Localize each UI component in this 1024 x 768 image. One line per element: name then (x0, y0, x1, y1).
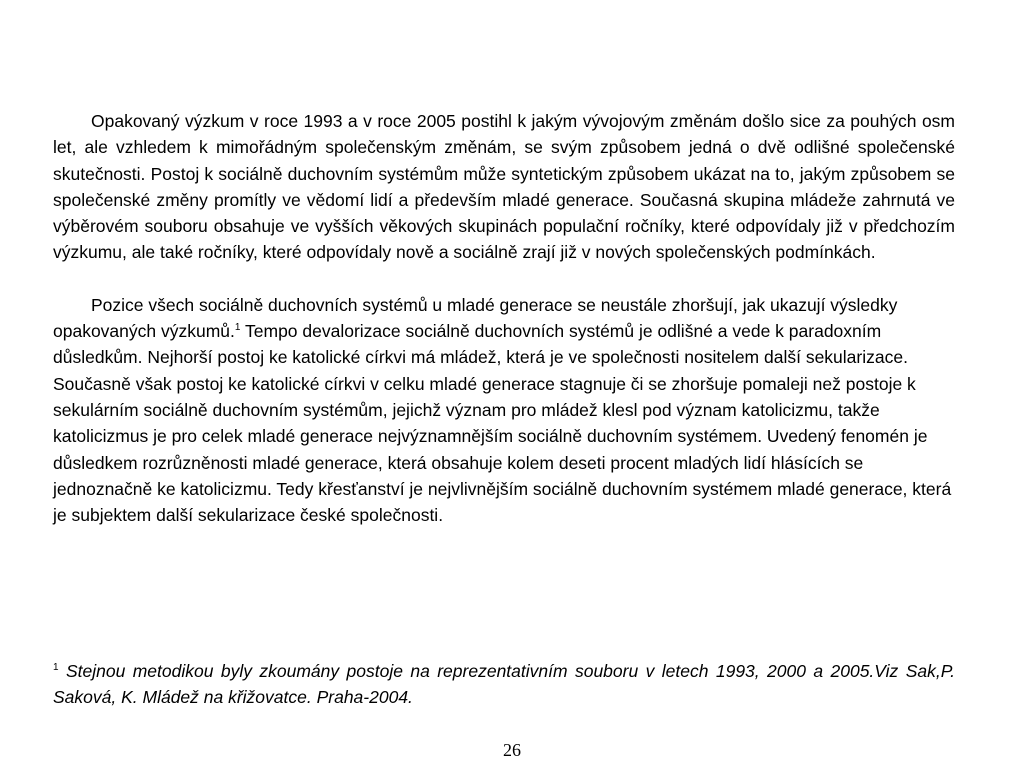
paragraph-2 (53, 292, 955, 529)
footnote-reference[interactable]: 1 (234, 322, 241, 334)
document-body (53, 108, 955, 528)
paragraph-2-text-end: Tempo devalorizace sociálně duchovních systémů je odlišné a vede k paradoxním důsledkům. Nejhorší postoj ke katolické církvi má mládež, která je ve společnosti nositelem další sekularizace. Současně však postoj ke katolické církvi v celku mladé generace stagnuje či se zhoršuje pomaleji než postoje k sekulárním sociálně duchovním systémům, jejichž význam pro mládež klesl pod význam katolicizmu, takže katolicizmus je pro celek mladé generace nejvýznamnějším sociálně duchovním systémem. Uvedený fenomén je důsledkem rozrůzněnosti mladé generace, která obsahuje kolem deseti procent mladých lidí hlásících se jednoznačně ke katolicizmu. Tedy křesťanství je nejvlivnějším sociálně duchovním systémem mladé generace, která je subjektem další sekularizace české společnosti. (53, 321, 952, 526)
footnote (53, 658, 955, 710)
footnote-mark: 1 (53, 662, 59, 674)
paragraph-1: Opakovaný výzkum v roce 1993 a v roce 2005 postihl k jakým vývojovým změnám došlo sice za pouhých osm let, ale vzhledem k mimořádným společenským změnám, se svým způsobem jedná o dvě odlišné společenské skutečnosti. Postoj k sociálně duchovním systémům může syntetickým způsobem ukázat na to, jakým způsobem se společenské změny promítly ve vědomí lidí a především mladé generace. Současná skupina mládeže zahrnutá ve výběrovém souboru obsahuje ve vyšších věkových skupinách populační ročníky, které odpovídaly již v předchozím výzkumu, ale také ročníky, které odpovídaly nově a sociálně zrají již v nových společenských podmínkách. (53, 111, 955, 263)
page-number: 26 (503, 740, 521, 760)
paragraph-2-text-start: Pozice všech sociálně duchovních systémů u mladé generace se neustále zhoršují, jak ukazují výsledky opakovaných výzkumů. (53, 294, 898, 342)
footnote-text: Stejnou metodikou byly zkoumány postoje na reprezentativním souboru v letech 1993, 2000 a 2005.Viz Sak,P. Saková, K. Mládež na křižovatce. Praha-2004. (53, 661, 955, 707)
